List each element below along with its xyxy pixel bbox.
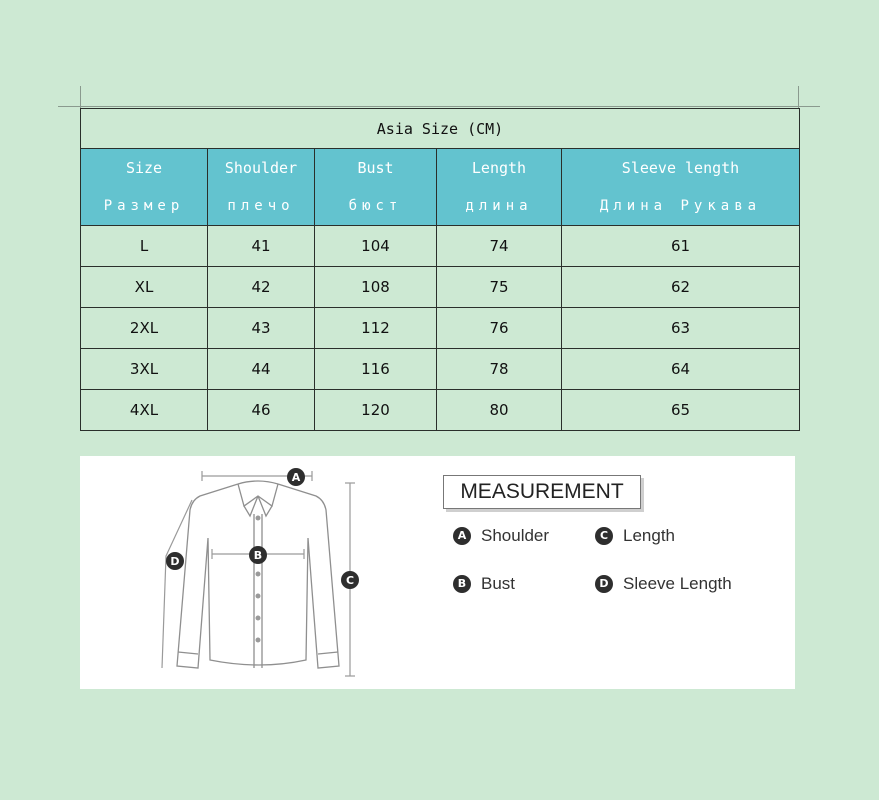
- badge-a-icon: A: [453, 527, 471, 545]
- crop-guide-left: [80, 86, 81, 108]
- cell-sleeve-length: 61: [562, 226, 800, 267]
- badge-d-icon: D: [595, 575, 613, 593]
- svg-text:A: A: [291, 471, 301, 484]
- cell-shoulder: 43: [208, 308, 315, 349]
- cell-length: 74: [437, 226, 562, 267]
- cell-length: 76: [437, 308, 562, 349]
- cell-length: 80: [437, 390, 562, 431]
- crop-guide-right: [798, 86, 799, 108]
- table-title: Asia Size (CM): [81, 109, 800, 149]
- measurement-title: MEASUREMENT: [443, 475, 641, 509]
- svg-text:C: C: [345, 574, 355, 587]
- legend-label: Length: [623, 526, 675, 545]
- shirt-diagram: [80, 456, 795, 689]
- header-shoulder-ru: плечо: [208, 187, 315, 226]
- cell-sleeve-length: 64: [562, 349, 800, 390]
- marker-b-icon: [249, 546, 267, 564]
- svg-text:B: B: [253, 549, 263, 562]
- measurement-panel: [80, 456, 795, 689]
- header-size-ru: Размер: [81, 187, 208, 226]
- cell-size: 4XL: [81, 390, 208, 431]
- legend-label: Bust: [481, 574, 516, 593]
- cell-size: L: [81, 226, 208, 267]
- header-bust-ru: бюст: [315, 187, 437, 226]
- marker-d-icon: [166, 552, 184, 570]
- legend-label: Shoulder: [481, 526, 550, 545]
- table-row: [81, 349, 800, 390]
- cell-bust: 104: [315, 226, 437, 267]
- cell-length: 78: [437, 349, 562, 390]
- table-row: [81, 390, 800, 431]
- cell-size: 3XL: [81, 349, 208, 390]
- header-sleeve-length: Sleeve length: [562, 149, 800, 188]
- table-row: [81, 267, 800, 308]
- cell-size: XL: [81, 267, 208, 308]
- cell-bust: 108: [315, 267, 437, 308]
- header-size: Size: [81, 149, 208, 188]
- legend-item-length: [595, 526, 675, 546]
- cell-bust: 120: [315, 390, 437, 431]
- badge-c-icon: C: [595, 527, 613, 545]
- cell-size: 2XL: [81, 308, 208, 349]
- legend-item-shoulder: [453, 526, 549, 546]
- legend-item-sleeve-length: [595, 574, 732, 594]
- cell-shoulder: 42: [208, 267, 315, 308]
- cell-length: 75: [437, 267, 562, 308]
- cell-sleeve-length: 62: [562, 267, 800, 308]
- svg-text:D: D: [170, 555, 180, 568]
- header-length: Length: [437, 149, 562, 188]
- cell-shoulder: 41: [208, 226, 315, 267]
- header-length-ru: длина: [437, 187, 562, 226]
- cell-shoulder: 46: [208, 390, 315, 431]
- table-row: [81, 226, 800, 267]
- cell-sleeve-length: 63: [562, 308, 800, 349]
- cell-bust: 116: [315, 349, 437, 390]
- header-bust: Bust: [315, 149, 437, 188]
- marker-c-icon: [341, 571, 359, 589]
- cell-shoulder: 44: [208, 349, 315, 390]
- header-shoulder: Shoulder: [208, 149, 315, 188]
- cell-sleeve-length: 65: [562, 390, 800, 431]
- legend-item-bust: [453, 574, 515, 594]
- badge-b-icon: B: [453, 575, 471, 593]
- header-sleeve-length-ru: Длина Рукава: [562, 187, 800, 226]
- size-table: [80, 108, 800, 431]
- table-row: [81, 308, 800, 349]
- marker-a-icon: [287, 468, 305, 486]
- legend-label: Sleeve Length: [623, 574, 732, 593]
- crop-guide-horizontal: [58, 106, 820, 107]
- cell-bust: 112: [315, 308, 437, 349]
